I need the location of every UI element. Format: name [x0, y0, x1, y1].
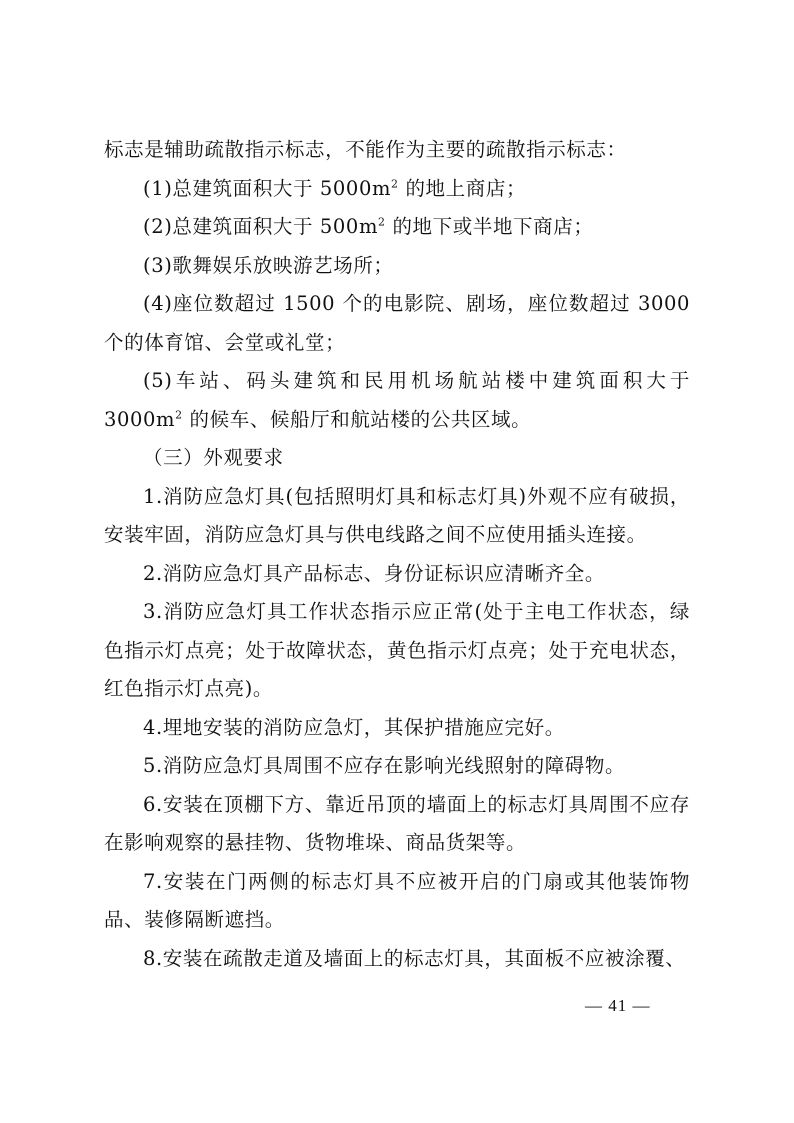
requirement-6: 6.安装在顶棚下方、靠近吊顶的墙面上的标志灯具周围不应存在影响观察的悬挂物、货物堆垛、商品货架等。	[104, 792, 690, 854]
body-text	[104, 131, 690, 978]
requirement-5: 5.消防应急灯具周围不应存在影响光线照射的障碍物。	[143, 754, 626, 777]
superscript: 2	[391, 177, 399, 190]
page-number: — 41 —	[585, 996, 651, 1015]
requirement-8: 8.安装在疏散走道及墙面上的标志灯具，其面板不应被涂覆、	[143, 946, 686, 970]
requirement-2: 2.消防应急灯具产品标志、身份证标识应清晰齐全。	[143, 561, 606, 585]
superscript: 2	[378, 215, 386, 229]
paragraph-continuation: 标志是辅助疏散指示标志，不能作为主要的疏散指示标志：	[104, 138, 627, 161]
list-item-2	[104, 208, 690, 247]
list-item-2-text: (2)总建筑面积大于 500m	[143, 215, 379, 238]
list-item-1-tail: 的地上商店；	[398, 176, 527, 200]
requirement-4: 4.埋地安装的消防应急灯，其保护措施应完好。	[143, 715, 565, 739]
list-item-5-tail: 的候车、候船厅和航站楼的公共区域。	[182, 407, 532, 431]
list-item-3: (3)歌舞娱乐放映游艺场所；	[143, 253, 394, 277]
requirement-7: 7.安装在门两侧的标志灯具不应被开启的门扇或其他装饰物品、装修隔断遮挡。	[104, 869, 690, 931]
requirement-3: 3.消防应急灯具工作状态指示应正常(处于主电工作状态，绿色指示灯点亮；处于故障状态，黄色指示灯点亮；处于充电状态，红色指示灯点亮)。	[104, 600, 690, 700]
list-item-1-text: (1)总建筑面积大于 5000m	[143, 176, 392, 200]
list-item-5	[104, 362, 690, 439]
list-item-4: (4)座位数超过 1500 个的电影院、剧场，座位数超过 3000 个的体育馆、会堂或礼堂；	[104, 292, 690, 354]
requirement-1: 1.消防应急灯具(包括照明灯具和标志灯具)外观不应有破损，安装牢固，消防应急灯具与供电线路之间不应使用插头连接。	[104, 484, 690, 546]
list-item-5-text: (5)车站、码头建筑和民用机场航站楼中建筑面积大于3000m	[104, 369, 690, 431]
section-heading: （三）外观要求	[143, 446, 284, 469]
list-item-1	[104, 170, 690, 209]
superscript: 2	[175, 408, 183, 421]
list-item-2-tail: 的地下或半地下商店；	[385, 215, 594, 238]
